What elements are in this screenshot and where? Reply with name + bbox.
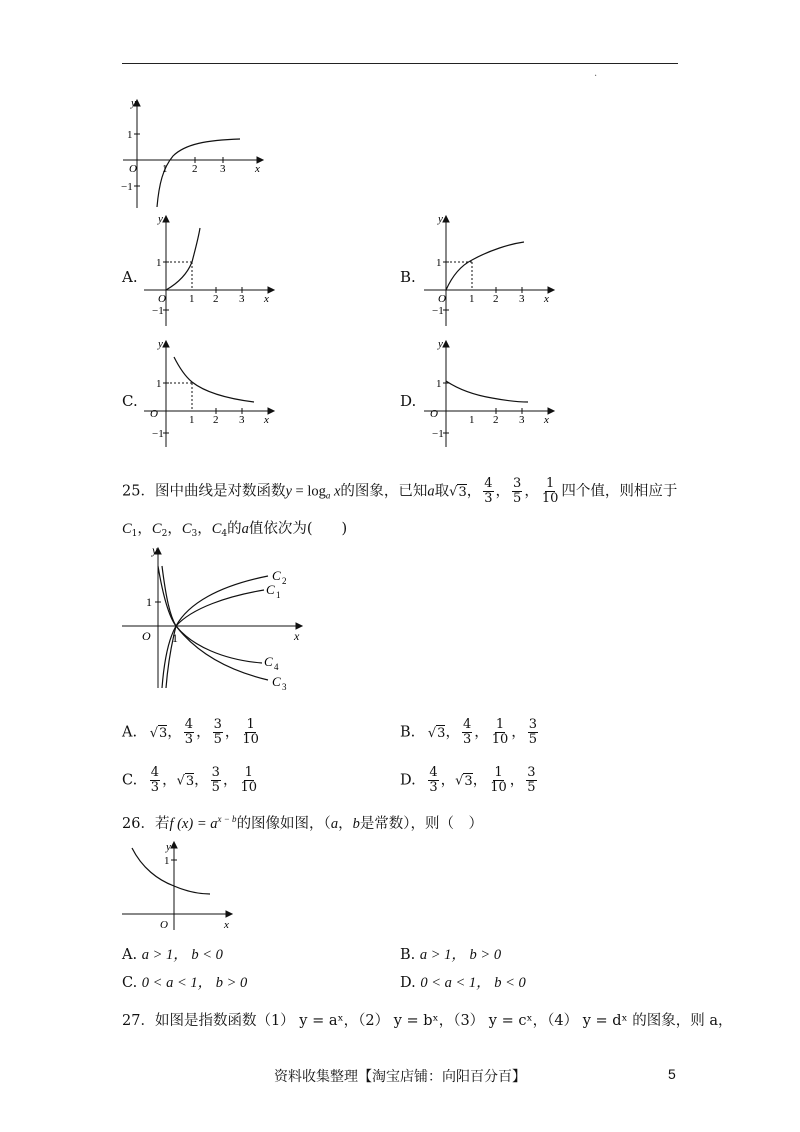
svg-text:−1: −1 — [432, 305, 444, 317]
tick-x1: 1 — [162, 163, 168, 175]
svg-text:2: 2 — [282, 576, 287, 586]
log-curve — [157, 139, 240, 207]
svg-text:1: 1 — [164, 855, 170, 867]
q26-option-a: A. a > 1， b < 0 — [122, 947, 223, 963]
svg-text:3: 3 — [519, 293, 525, 305]
origin: O — [129, 163, 137, 175]
svg-text:1: 1 — [156, 257, 162, 269]
tick-x3: 3 — [220, 163, 226, 175]
q26-option-c: C. 0 < a < 1， b > 0 — [122, 975, 248, 991]
svg-text:2: 2 — [213, 414, 219, 426]
y-label: y — [131, 97, 136, 109]
q26-stem: 26．若f $(x) = a^{x - b}$的图像如图，（a，b是常数），则（ ） — [122, 814, 484, 832]
label-c2: C — [272, 568, 281, 583]
svg-text:O: O — [150, 408, 158, 420]
svg-text:2: 2 — [213, 293, 219, 305]
svg-text:−1: −1 — [152, 305, 164, 317]
svg-text:1: 1 — [469, 414, 475, 426]
svg-text:−1: −1 — [152, 428, 164, 440]
svg-text:x: x — [264, 414, 269, 426]
tick-x2: 2 — [192, 163, 198, 175]
svg-text:1: 1 — [189, 293, 195, 305]
svg-text:y: y — [158, 213, 163, 225]
footer-text: 资料收集整理【淘宝店铺：向阳百分百】 — [274, 1069, 526, 1085]
svg-text:O: O — [438, 293, 446, 305]
svg-text:1: 1 — [436, 378, 442, 390]
q24-main-graph — [115, 92, 275, 212]
svg-text:3: 3 — [239, 414, 245, 426]
q24-option-c-graph — [140, 335, 280, 455]
svg-text:O: O — [160, 919, 168, 931]
curve-c1 — [166, 590, 264, 688]
svg-text:1: 1 — [276, 590, 281, 600]
q24-option-a-letter: A. — [122, 268, 138, 286]
q24-option-d-graph — [420, 335, 560, 455]
q25-stem-line2: $C_1$，$C_2$，$C_3$，$C_4$的a值依次为( ) — [122, 521, 348, 539]
tick-1: 1 — [127, 129, 133, 141]
svg-text:2: 2 — [493, 414, 499, 426]
q26-exp-graph — [118, 838, 238, 934]
svg-text:1: 1 — [156, 378, 162, 390]
q24-option-d-letter: D. — [400, 392, 417, 410]
q26-option-d: D. 0 < a < 1， b < 0 — [400, 975, 526, 991]
svg-text:O: O — [158, 293, 166, 305]
q24-option-b-letter: B. — [400, 268, 416, 286]
svg-text:y: y — [166, 841, 171, 853]
frac-3-5: $\frac{3}{5}$ — [513, 476, 522, 506]
svg-text:x: x — [224, 919, 229, 931]
frac-4-3: $\frac{4}{3}$ — [484, 476, 493, 506]
tick-neg1: −1 — [121, 181, 133, 193]
q24-option-b-graph — [420, 210, 560, 330]
page-number: 5 — [668, 1066, 676, 1082]
label-c1: C — [266, 582, 275, 597]
svg-text:y: y — [152, 543, 158, 557]
q27-stem: 27．如图是指数函数（1） y = aˣ，（2） y = bˣ，（3） y = cˣ，（4） y = dˣ 的图象，则 a， — [122, 1013, 733, 1029]
svg-text:3: 3 — [282, 682, 287, 692]
header-rule — [122, 63, 678, 64]
q24-option-a-graph — [140, 210, 280, 330]
q26-option-b: B. a > 1， b > 0 — [400, 947, 502, 963]
q25-option-d: D. $\frac{4}{3}$ ，√3， $\frac{1}{10}$ ， $\frac{3}{5}$ — [400, 765, 536, 795]
svg-text:3: 3 — [239, 293, 245, 305]
svg-text:O: O — [142, 629, 151, 643]
svg-text:y: y — [438, 338, 443, 350]
x-label: x — [255, 163, 260, 175]
svg-text:1: 1 — [189, 414, 195, 426]
svg-text:1: 1 — [469, 293, 475, 305]
svg-text:1: 1 — [436, 257, 442, 269]
svg-text:y: y — [438, 213, 443, 225]
svg-text:−1: −1 — [432, 428, 444, 440]
q25-log-graph — [118, 542, 318, 692]
svg-text:O: O — [430, 408, 438, 420]
svg-text:2: 2 — [493, 293, 499, 305]
q25-stem-line1: 25．图中曲线是对数函数$y = \log_a x$的图象，已知a取√3， $\frac{4}{3}$ ， $\frac{3}{5}$ ， $\frac{1}{10}$ 四个值，则相应于 — [122, 476, 678, 506]
svg-text:x: x — [544, 293, 549, 305]
svg-text:x: x — [294, 629, 300, 643]
svg-text:x: x — [544, 414, 549, 426]
q25-option-b: B. √3， $\frac{4}{3}$ ， $\frac{1}{10}$ ， $\frac{3}{5}$ — [400, 717, 538, 747]
header-mark: . — [594, 68, 598, 79]
label-c3: C — [272, 674, 281, 689]
q25-option-c: C. $\frac{4}{3}$ ，√3， $\frac{3}{5}$ ， $\frac{1}{10}$ — [122, 765, 257, 795]
svg-text:3: 3 — [519, 414, 525, 426]
sqrt3: √3 — [449, 484, 467, 500]
frac-1-10: $\frac{1}{10}$ — [541, 476, 559, 506]
svg-text:1: 1 — [146, 595, 152, 609]
label-c4: C — [264, 654, 273, 669]
q25-option-a: A. √3， $\frac{4}{3}$ ， $\frac{3}{5}$ ， $\frac{1}{10}$ — [122, 717, 259, 747]
svg-text:1: 1 — [172, 631, 178, 645]
q24-option-c-letter: C. — [122, 392, 138, 410]
svg-text:4: 4 — [274, 662, 279, 672]
svg-text:y: y — [158, 338, 163, 350]
svg-text:x: x — [264, 293, 269, 305]
